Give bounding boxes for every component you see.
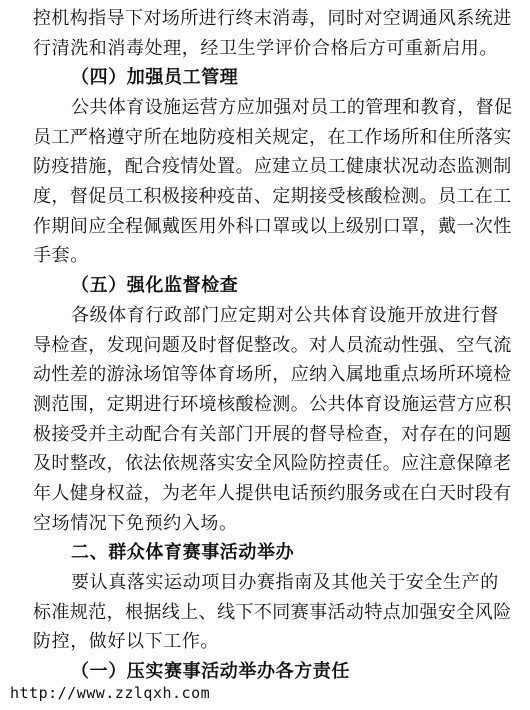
body-text-line: 作期间应全程佩戴医用外科口罩或以上级别口罩，戴一次性 bbox=[33, 216, 512, 237]
body-text-line: 行清洗和消毒处理，经卫生学评价合格后方可重新启用。 bbox=[33, 38, 498, 59]
section-heading-4: （四）加强员工管理 bbox=[71, 67, 239, 88]
body-text-line: 度，督促员工积极接种疫苗、定期接受核酸检测。员工在工 bbox=[33, 186, 512, 207]
section-heading-1: （一）压实赛事活动举办各方责任 bbox=[71, 661, 350, 682]
body-text-line: 防控，做好以下工作。 bbox=[33, 631, 219, 652]
chapter-heading-2: 二、群众体育赛事活动举办 bbox=[71, 542, 295, 563]
body-text-line: 要认真落实运动项目办赛指南及其他关于安全生产的 bbox=[71, 572, 499, 593]
body-text-line: 动性差的游泳场馆等体育场所，应纳入属地重点场所环境检 bbox=[33, 364, 512, 385]
body-text-line: 极接受并主动配合有关部门开展的督导检查，对存在的问题 bbox=[33, 424, 512, 445]
body-text-line: 标准规范，根据线上、线下不同赛事活动特点加强安全风险 bbox=[33, 602, 512, 623]
body-text-line: 公共体育设施运营方应加强对员工的管理和教育，督促 bbox=[71, 97, 513, 118]
body-text-line: 导检查，发现问题及时督促整改。对人员流动性强、空气流 bbox=[33, 335, 512, 356]
body-text-line: 控机构指导下对场所进行终末消毒，同时对空调通风系统进 bbox=[33, 8, 512, 29]
section-heading-5: （五）强化监督检查 bbox=[71, 275, 239, 296]
body-text-line: 空场情况下免预约入场。 bbox=[33, 513, 238, 534]
body-text-line: 手套。 bbox=[33, 245, 89, 266]
watermark-url: http://www.zzlqxh.com bbox=[10, 684, 211, 702]
body-text-line: 测范围，定期进行环境核酸检测。公共体育设施运营方应积 bbox=[33, 394, 512, 415]
body-text-line: 年人健身权益，为老年人提供电话预约服务或在白天时段有 bbox=[33, 483, 512, 504]
body-text-line: 员工严格遵守所在地防疫相关规定，在工作场所和住所落实 bbox=[33, 127, 512, 148]
body-text-line: 各级体育行政部门应定期对公共体育设施开放进行督 bbox=[71, 305, 499, 326]
body-text-line: 防疫措施，配合疫情处置。应建立员工健康状况动态监测制 bbox=[33, 156, 512, 177]
body-text-line: 及时整改，依法依规落实安全风险防控责任。应注意保障老 bbox=[33, 453, 512, 474]
